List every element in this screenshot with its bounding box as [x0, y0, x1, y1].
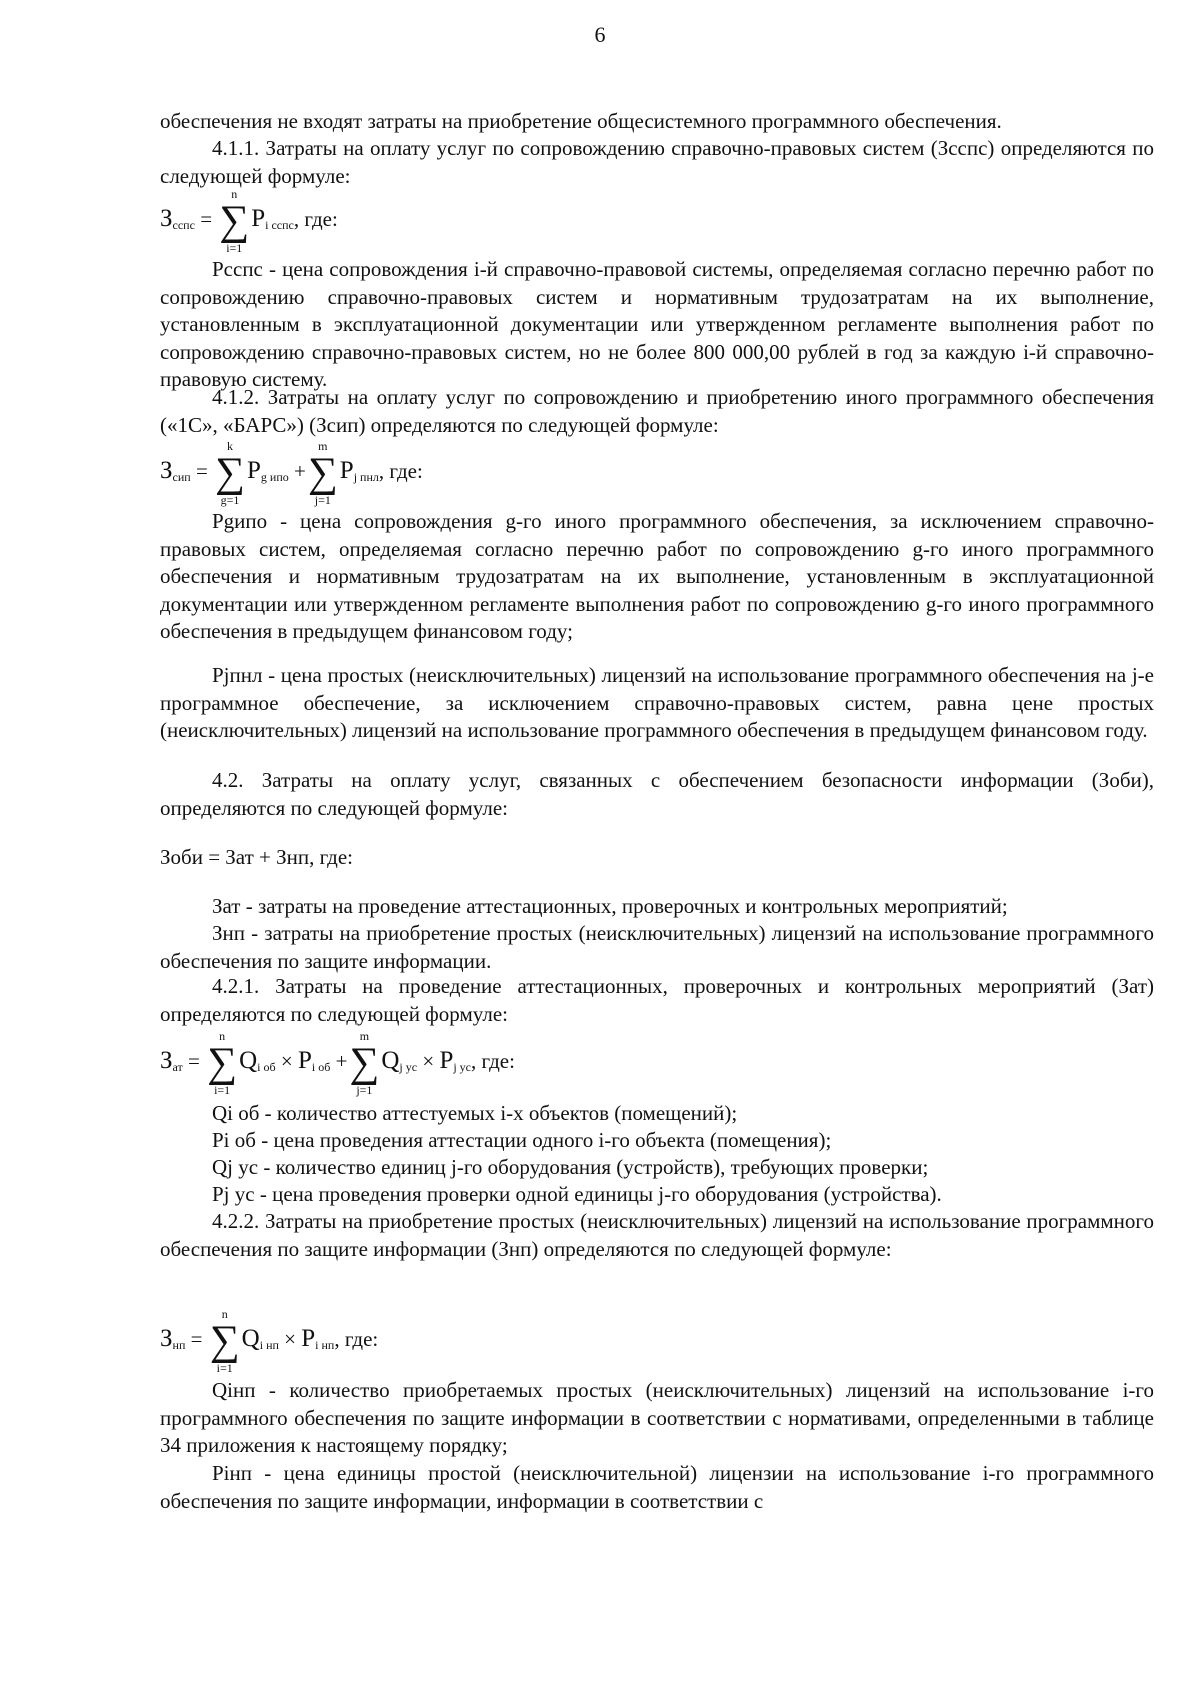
paragraph-piob: Pi об - цена проведения аттестации одного i-го объекта (помещения);	[212, 1128, 832, 1152]
paragraph-p-jpnl: Pjпнл - цена простых (неисключительных) лицензий на использование программного обеспечения на j-е программное обеспечение, за исключением справочно-правовых систем, равна цене простых (неисключительных) лицензий на использование программного обеспечения в предыдущем финансовом году.	[160, 663, 1154, 742]
formula-zat: $З_{ат}$ = ∑ n i=1 $Q_{i об} \times P_{i об}$ +∑ m j=1 $Q_{j ус} \times P_{j ус}$, где:	[160, 1029, 515, 1097]
paragraph-4-2-1: 4.2.1. Затраты на проведение аттестационных, проверочных и контрольных мероприятий (Зат) определяются по следующей формуле:	[160, 974, 1154, 1026]
paragraph-znp: Знп - затраты на приобретение простых (неисключительных) лицензий на использование программного обеспечения по защите информации.	[160, 921, 1154, 973]
paragraph: обеспечения не входят затраты на приобретение общесистемного программного обеспечения.	[160, 109, 1002, 133]
paragraph-zat: Зат - затраты на проведение аттестационных, проверочных и контрольных мероприятий;	[212, 894, 1008, 918]
sum-symbol: ∑ n i=1	[219, 187, 250, 255]
formula-znp: $З_{нп}$ = ∑ n i=1 $Q_{i нп} \times P_{i нп}$, где:	[160, 1307, 379, 1375]
paragraph-4-1-1: 4.1.1. Затраты на оплату услуг по сопровождению справочно-правовых систем (Зсспс) определяются по следующей формуле:	[160, 136, 1154, 188]
paragraph-p-gipo: Pgипо - цена сопровождения g-го иного программного обеспечения, за исключением справочно-правовых систем, определяемая согласно перечню работ по сопровождению g-го иного программного обеспечения и нормативным трудозатратам на их выполнение, установленным в эксплуатационной документации или утвержденном регламенте выполнения работ по сопровождению g-го иного программного обеспечения в предыдущем финансовом году;	[160, 509, 1154, 643]
page-number: 6	[594, 22, 606, 47]
paragraph-qiob: Qi об - количество аттестуемых i-х объектов (помещений);	[212, 1101, 738, 1125]
formula-zsсps: $З_{сспс}$ = ∑ n i=1 $P_{i сспс}$, где:	[160, 187, 338, 255]
paragraph-pinp: Piнп - цена единицы простой (неисключительной) лицензии на использование i-го программного обеспечения по защите информации, информации в соответствии с	[160, 1461, 1154, 1513]
paragraph-4-1-2: 4.1.2. Затраты на оплату услуг по сопровождению и приобретению иного программного обеспечения («1С», «БАРС») (Зсип) определяются по следующей формуле:	[160, 385, 1154, 437]
paragraph-p-sсps: Рсспс - цена сопровождения i-й справочно-правовой системы, определяемая согласно перечню работ по сопровождению справочно-правовых систем и нормативным трудозатратам на их выполнение, установленным в эксплуатационной документации или утвержденном регламенте выполнения работ по сопровождению справочно-правовых систем, но не более 800 000,00 рублей в год за каждую i-й справочно-правовую систему.	[160, 257, 1154, 391]
paragraph-qjus: Qj ус - количество единиц j-го оборудования (устройств), требующих проверки;	[212, 1155, 929, 1179]
formula-zsip: $З_{сип}$ = ∑ k g=1 $P_{g ипо}$ +∑ m j=1 $P_{j пнл}$, где:	[160, 439, 423, 507]
paragraph-pjus: Pj ус - цена проведения проверки одной единицы j-го оборудования (устройства).	[212, 1182, 942, 1206]
formula-zobi: Зоби = Зат + Знп, где:	[160, 845, 354, 869]
paragraph-4-2: 4.2. Затраты на оплату услуг, связанных с обеспечением безопасности информации (Зоби), определяются по следующей формуле:	[160, 768, 1154, 820]
paragraph-qinp: Qiнп - количество приобретаемых простых (неисключительных) лицензий на использование i-го программного обеспечения по защите информации в соответствии с нормативами, определенными в таблице 34 приложения к настоящему порядку;	[160, 1378, 1154, 1457]
paragraph-4-2-2: 4.2.2. Затраты на приобретение простых (неисключительных) лицензий на использование программного обеспечения по защите информации (Знп) определяются по следующей формуле:	[160, 1209, 1154, 1261]
